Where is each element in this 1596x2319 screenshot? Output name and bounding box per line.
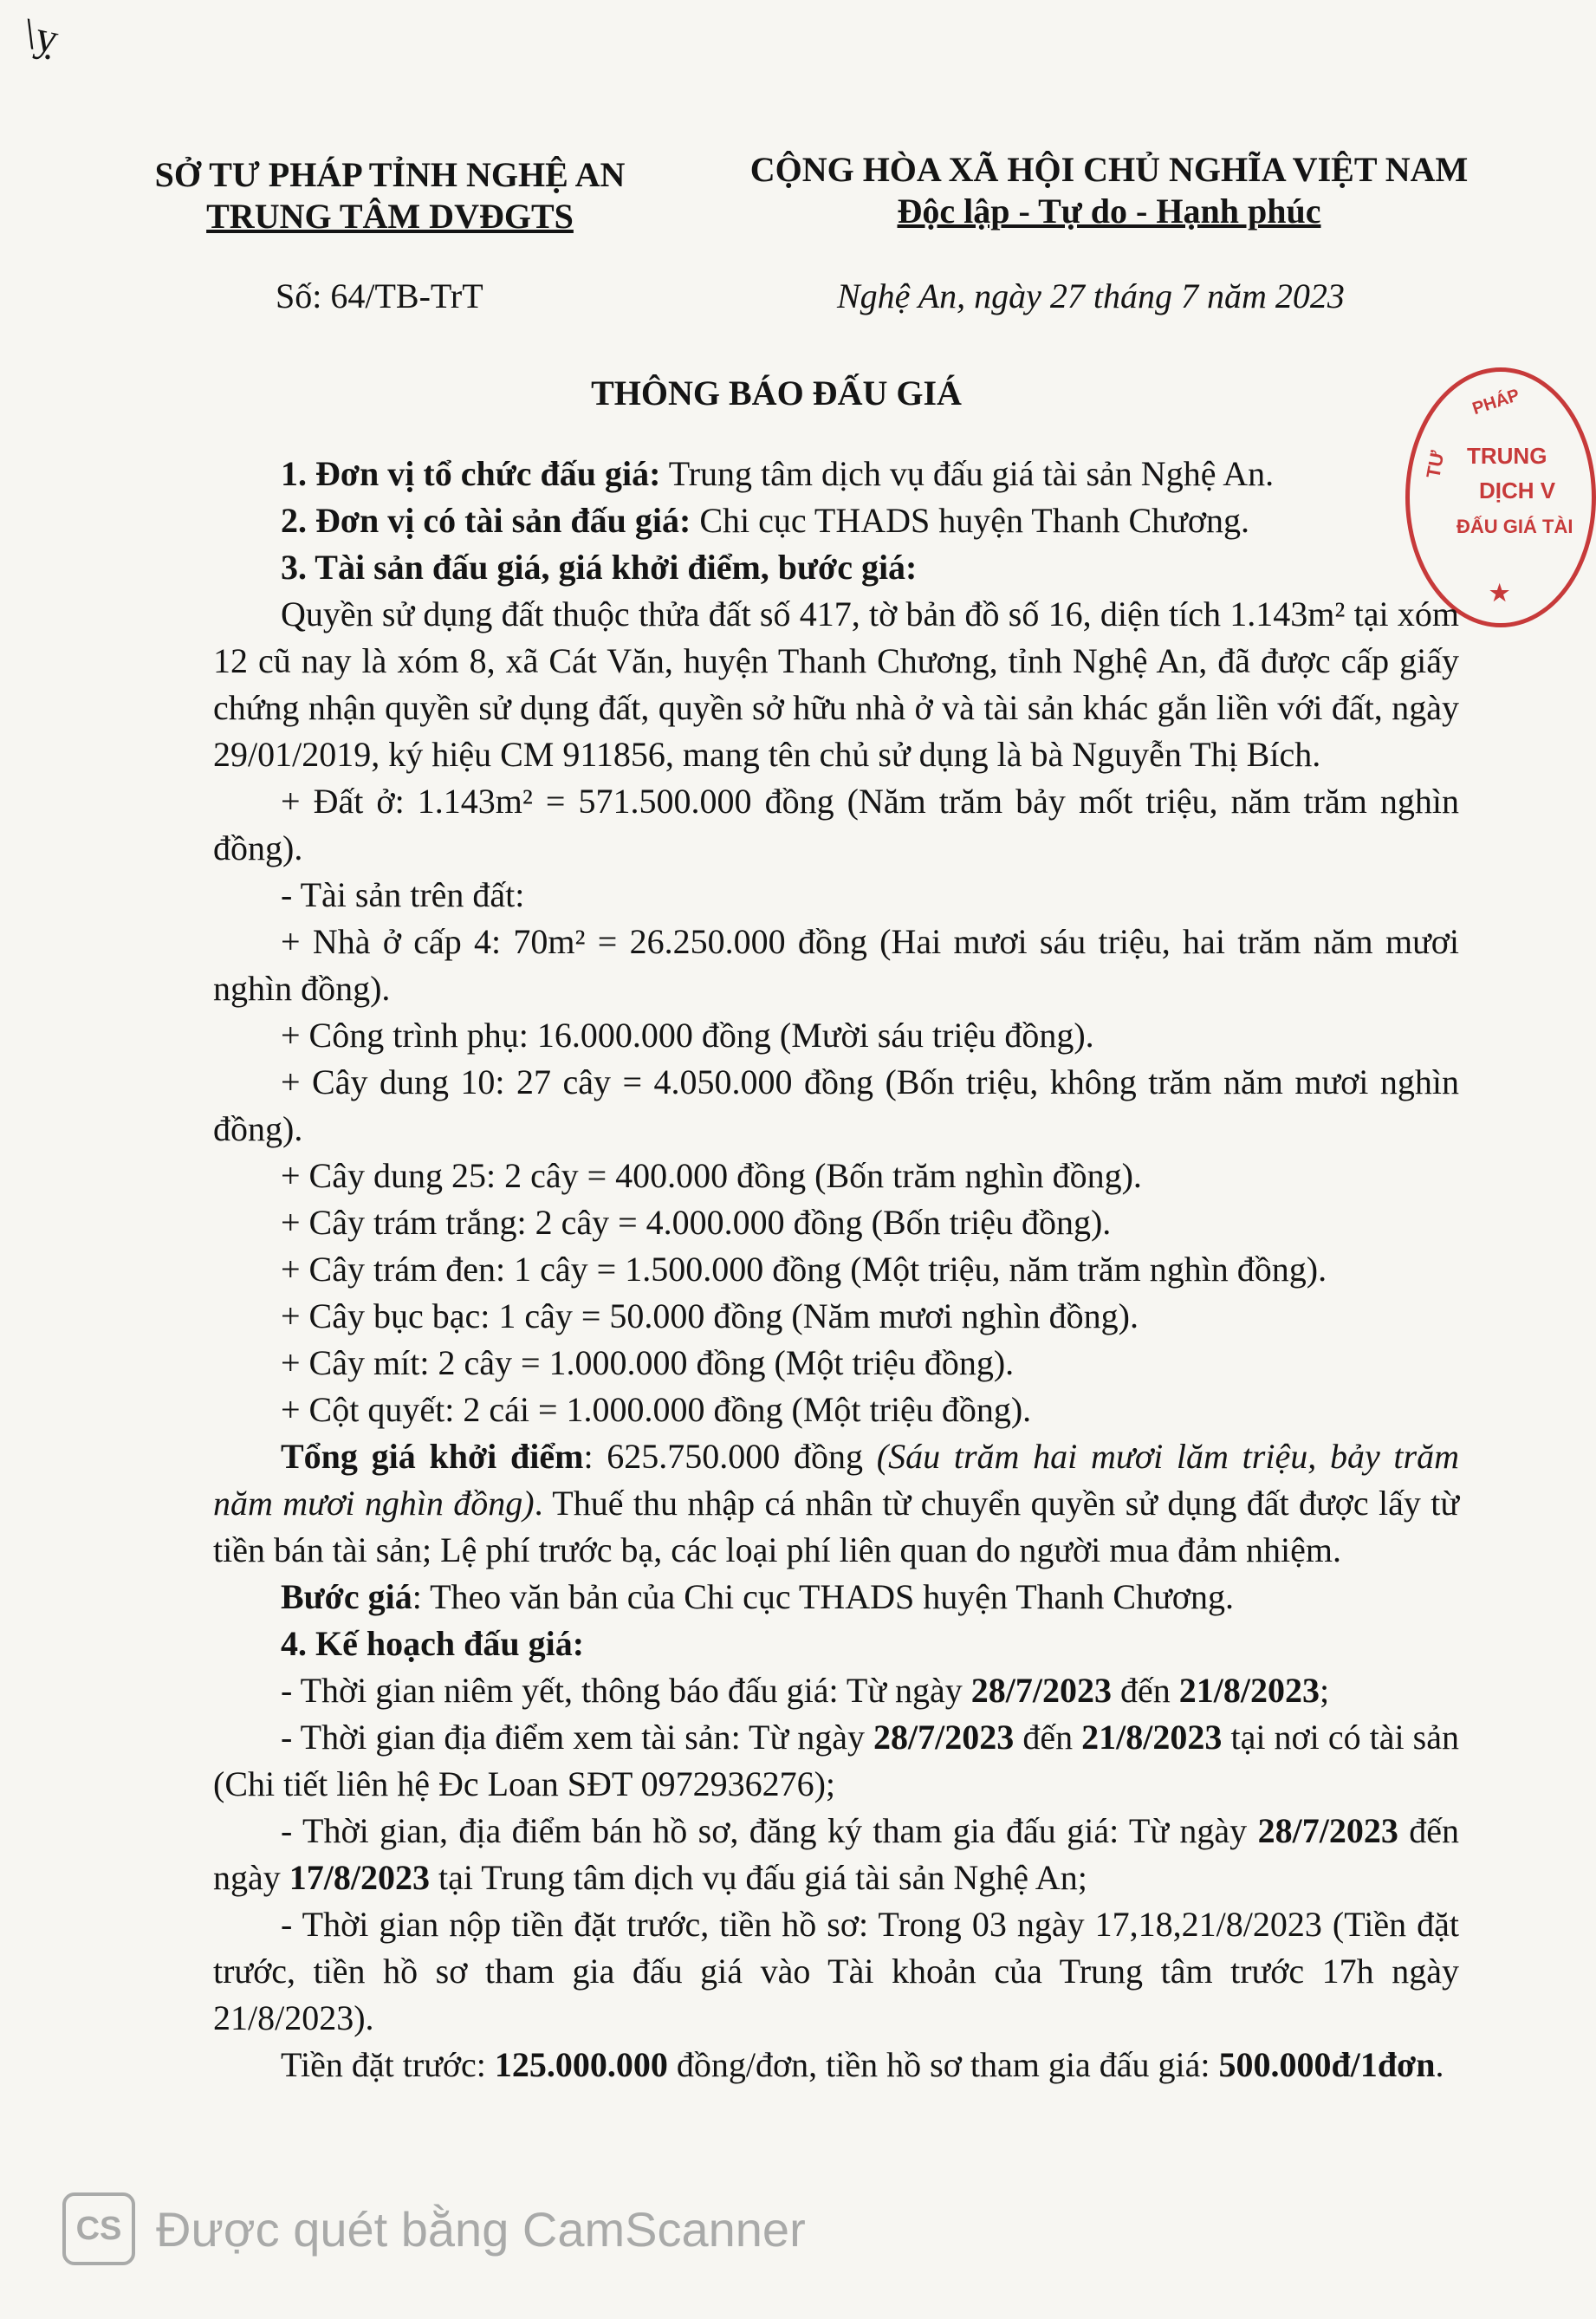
plan-date: 28/7/2023: [1257, 1811, 1398, 1850]
asset-item: + Công trình phụ: 16.000.000 đồng (Mười sáu triệu đồng).: [281, 1016, 1094, 1055]
plan-date: 21/8/2023: [1178, 1671, 1320, 1710]
total-note: . Thuế thu nhập cá nhân từ chuyển quyền sử dụng đất được lấy từ tiền bán tài sản; Lệ phí trước bạ, các loại phí liên quan do người mua đảm nhiệm.: [213, 1484, 1460, 1569]
section-2-text: Chi cục THADS huyện Thanh Chương.: [699, 501, 1249, 540]
document-body: [213, 451, 1459, 2088]
plan-text: Tiền đặt trước:: [281, 2045, 495, 2084]
plan-text: đến ngày: [213, 1811, 1459, 1897]
plan-text: tại Trung tâm dịch vụ đấu giá tài sản Nghệ An;: [430, 1858, 1087, 1897]
section-1-label: 1. Đơn vị tổ chức đấu giá:: [281, 454, 661, 493]
document-title: THÔNG BÁO ĐẤU GIÁ: [591, 374, 962, 412]
seal-text: TƯ: [1422, 449, 1449, 480]
section-2: [213, 497, 1459, 544]
asset-item: - Tài sản trên đất:: [281, 875, 525, 914]
seal-star-icon: ★: [1489, 580, 1510, 606]
plan-text: đến: [1014, 1718, 1082, 1757]
plan-text: - Thời gian địa điểm xem tài sản: Từ ngày: [281, 1718, 874, 1757]
plan-date: 28/7/2023: [970, 1671, 1112, 1710]
deposit-value: 125.000.000: [494, 2045, 668, 2084]
asset-item: + Nhà ở cấp 4: 70m² = 26.250.000 đồng (Hai mươi sáu triệu, hai trăm năm mươi nghìn đồng).: [213, 922, 1459, 1008]
asset-item: + Cây trám đen: 1 cây = 1.500.000 đồng (Một triệu, năm trăm nghìn đồng).: [281, 1250, 1327, 1289]
plan-date: 28/7/2023: [873, 1718, 1015, 1757]
total-label: Tổng giá khởi điểm: [281, 1437, 584, 1476]
plan-text: - Thời gian, địa điểm bán hồ sơ, đăng ký tham gia đấu giá: Từ ngày: [281, 1811, 1258, 1850]
issuing-agency: [130, 154, 650, 237]
seal-text: TRUNG: [1467, 443, 1547, 469]
camscanner-logo-icon: CS: [62, 2192, 135, 2265]
plan-text: ;: [1320, 1671, 1330, 1710]
plan-item-listing: [213, 1667, 1459, 1714]
price-step: [213, 1574, 1459, 1621]
section-3-label: 3. Tài sản đấu giá, giá khởi điểm, bước giá:: [281, 548, 918, 587]
asset-description: Quyền sử dụng đất thuộc thửa đất số 417, tờ bản đồ số 16, diện tích 1.143m² tại xóm 12 cũ nay là xóm 8, xã Cát Văn, huyện Thanh Chương, tỉnh Nghệ An, đã được cấp giấy chứng nhận quyền sử dụng đất, quyền sở hữu nhà ở và tài sản khác gắn liền với đất, ngày 29/01/2019, ký hiệu CM 911856, mang tên chủ sử dụng là bà Nguyễn Thị Bích.: [213, 594, 1459, 774]
asset-item: + Cây trám trắng: 2 cây = 4.000.000 đồng (Bốn triệu đồng).: [281, 1203, 1112, 1242]
plan-item-viewing: [213, 1714, 1459, 1808]
total-starting-price: [213, 1433, 1459, 1574]
national-motto: [693, 149, 1525, 232]
seal-text: ĐẤU GIÁ TÀI: [1457, 516, 1573, 537]
price-step-label: Bước giá: [281, 1577, 412, 1616]
scanner-watermark: [62, 2192, 806, 2265]
plan-text: .: [1435, 2045, 1444, 2084]
handwritten-mark: \ỵ: [19, 8, 63, 63]
plan-date: 17/8/2023: [289, 1858, 430, 1897]
seal-text: PHÁP: [1469, 385, 1522, 419]
deposit-amount: [213, 2042, 1459, 2088]
document-date: Nghệ An, ngày 27 tháng 7 năm 2023: [837, 276, 1345, 315]
asset-item: + Cây bục bạc: 1 cây = 50.000 đồng (Năm mươi nghìn đồng).: [281, 1296, 1139, 1335]
plan-item-deposit-time: - Thời gian nộp tiền đặt trước, tiền hồ sơ: Trong 03 ngày 17,18,21/8/2023 (Tiền đặt trước, tiền hồ sơ tham gia đấu giá vào Tài khoản của Trung tâm trước 17h ngày 21/8/2023).: [213, 1905, 1459, 2037]
watermark-text: Được quét bằng CamScanner: [156, 2201, 806, 2257]
asset-item: + Đất ở: 1.143m² = 571.500.000 đồng (Năm trăm bảy mốt triệu, năm trăm nghìn đồng).: [213, 782, 1459, 867]
seal-text: DỊCH V: [1479, 477, 1556, 503]
document-number: Số: 64/TB-TrT: [276, 276, 483, 315]
asset-item: + Cột quyết: 2 cái = 1.000.000 đồng (Một triệu đồng).: [281, 1390, 1032, 1429]
plan-text: đến: [1112, 1671, 1179, 1710]
total-value: : 625.750.000 đồng: [583, 1437, 877, 1476]
plan-text: tại nơi có tài sản (Chi tiết liên hệ Đc Loan SĐT 0972936276);: [213, 1718, 1459, 1803]
section-1: [213, 451, 1459, 497]
fee-value: 500.000đ/1đơn: [1218, 2045, 1436, 2084]
agency-line-2: TRUNG TÂM DVĐGTS: [206, 197, 574, 236]
plan-date: 21/8/2023: [1081, 1718, 1223, 1757]
section-1-text: Trung tâm dịch vụ đấu giá tài sản Nghệ An.: [668, 454, 1275, 493]
section-4-label: 4. Kế hoạch đấu giá:: [281, 1624, 585, 1663]
motto-line-2: Độc lập - Tự do - Hạnh phúc: [897, 192, 1321, 231]
asset-item: + Cây dung 25: 2 cây = 400.000 đồng (Bốn trăm nghìn đồng).: [281, 1156, 1142, 1195]
plan-item-registration: [213, 1808, 1459, 1901]
agency-line-1: SỞ TƯ PHÁP TỈNH NGHỆ AN: [154, 155, 626, 194]
plan-text: - Thời gian niêm yết, thông báo đấu giá: Từ ngày: [281, 1671, 971, 1710]
price-step-text: : Theo văn bản của Chi cục THADS huyện Thanh Chương.: [412, 1577, 1234, 1616]
asset-item: + Cây dung 10: 27 cây = 4.050.000 đồng (Bốn triệu, không trăm năm mươi nghìn đồng).: [213, 1062, 1459, 1148]
plan-text: đồng/đơn, tiền hồ sơ tham gia đấu giá:: [667, 2045, 1219, 2084]
asset-item: + Cây mít: 2 cây = 1.000.000 đồng (Một triệu đồng).: [281, 1343, 1015, 1382]
section-2-label: 2. Đơn vị có tài sản đấu giá:: [281, 501, 691, 540]
total-in-words: (Sáu trăm hai mươi lăm triệu, bảy trăm năm mươi nghìn đồng): [213, 1437, 1460, 1523]
motto-line-1: CỘNG HÒA XÃ HỘI CHỦ NGHĨA VIỆT NAM: [749, 150, 1469, 189]
